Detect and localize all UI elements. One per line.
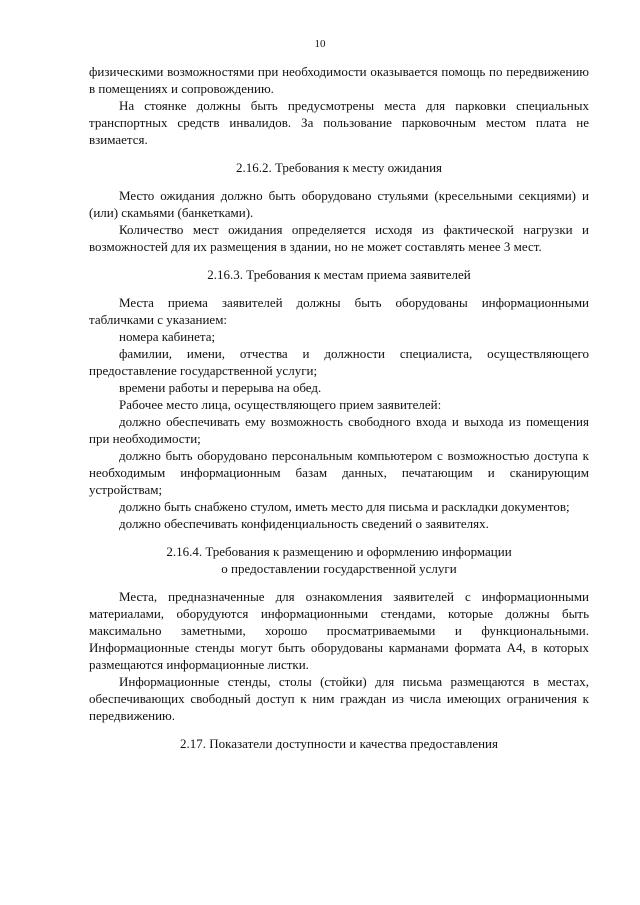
paragraph: Информационные стенды, столы (стойки) для письма размещаются в местах, обеспечивающих свободный доступ к ним граждан из числа имеющих ограничения к передвижению. [89,674,589,723]
paragraph: физическими возможностями при необходимости оказывается помощь по передвижению в помещениях и сопровождению. [89,64,589,96]
list-item: номера кабинета; [119,329,216,344]
section-heading: 2.16.4. Требования к размещению и оформлению информации [166,544,512,559]
paragraph: Места приема заявителей должны быть оборудованы информационными табличками с указанием: [89,295,589,327]
paragraph: Места, предназначенные для ознакомления заявителей с информационными материалами, оборудуются информационными стендами, которые должны быть максимально заметными, хорошо просматриваемыми и функциональными. Информационные стенды могут быть оборудованы карманами формата А4, в которых размещаются информационные листки. [89,589,589,672]
list-item: должно обеспечивать ему возможность свободного входа и выхода из помещения при необходимости; [89,414,589,446]
list-item: времени работы и перерыва на обед. [119,380,322,395]
paragraph: На стоянке должны быть предусмотрены места для парковки специальных транспортных средств инвалидов. За пользование парковочным местом плата не взимается. [89,98,589,147]
list-item: должно быть оборудовано персональным компьютером с возможностью доступа к необходимым информационным базам данных, печатающим и сканирующим устройствам; [89,448,589,497]
paragraph: Рабочее место лица, осуществляющего прием заявителей: [119,397,442,412]
section-heading: 2.17. Показатели доступности и качества предоставления [180,736,498,751]
page-content [89,63,589,752]
section-heading: 2.16.2. Требования к месту ожидания [235,160,443,175]
paragraph: Количество мест ожидания определяется исходя из фактической нагрузки и возможностей для их размещения в здании, но не может составлять менее 3 мест. [89,222,589,254]
page-number: 10 [314,38,326,50]
list-item: должно обеспечивать конфиденциальность сведений о заявителях. [119,516,489,531]
list-item: должно быть снабжено стулом, иметь место для письма и раскладки документов; [119,499,570,514]
paragraph: Место ожидания должно быть оборудовано стульями (кресельными секциями) и (или) скамьями (банкетками). [89,188,589,220]
section-heading: 2.16.3. Требования к местам приема заявителей [207,267,471,282]
section-heading-line2: о предоставлении государственной услуги [221,561,457,576]
list-item: фамилии, имени, отчества и должности специалиста, осуществляющего предоставление государственной услуги; [89,346,589,378]
